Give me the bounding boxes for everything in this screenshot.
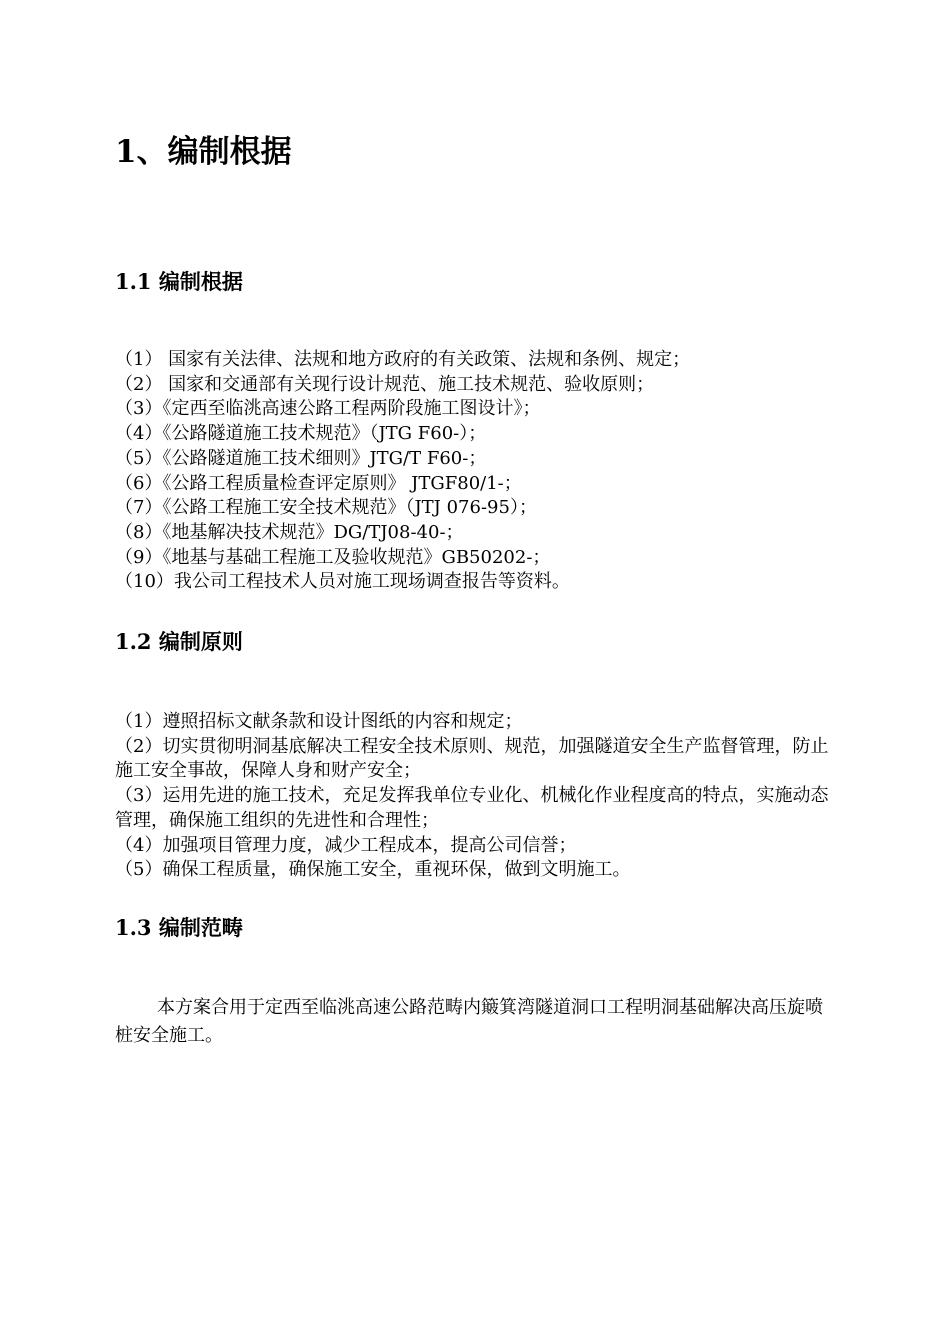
- list-item: （6）《公路工程质量检查评定原则》 JTGF80/1-；: [115, 472, 522, 494]
- list-item: （1）遵照招标文献条款和设计图纸的内容和规定；: [115, 711, 523, 732]
- principles-list: [115, 710, 835, 883]
- list-item: （8）《地基解决技术规范》DG/TJ08-40-；: [115, 521, 464, 543]
- section-heading-principles: 1.2 编制原则: [115, 629, 243, 654]
- basis-list: [115, 348, 835, 595]
- list-item: （2） 国家和交通部有关现行设计规范、施工技术规范、验收原则；: [115, 373, 655, 395]
- scope-paragraph: 本方案合用于定西至临洮高速公路范畴内簸箕湾隧道洞口工程明洞基础解决高压旋喷桩安全施工。: [115, 997, 823, 1046]
- section-heading-scope: 1.3 编制范畴: [115, 915, 243, 940]
- list-item: （5）《公路隧道施工技术细则》JTG/T F60-；: [115, 447, 487, 469]
- chapter-heading: 1、编制根据: [115, 134, 292, 170]
- list-item: （9）《地基与基础工程施工及验收规范》GB50202-；: [115, 546, 551, 568]
- list-item: （4）《公路隧道施工技术规范》（JTG F60-）；: [115, 423, 487, 445]
- list-item: （7）《公路工程施工安全技术规范》（JTJ 076-95）；: [115, 497, 537, 519]
- list-item: （2）切实贯彻明洞基底解决工程安全技术原则、规范，加强隧道安全生产监督管理，防止施工安全事故，保障人身和财产安全；: [115, 735, 829, 782]
- list-item: （5）确保工程质量，确保施工安全，重视环保，做到文明施工。: [115, 859, 631, 881]
- list-item: （3）运用先进的施工技术，充足发挥我单位专业化、机械化作业程度高的特点，实施动态管理，确保施工组织的先进性和合理性；: [115, 785, 829, 831]
- list-item: （10）我公司工程技术人员对施工现场调查报告等资料。: [115, 571, 570, 593]
- section-heading-basis: 1.1 编制根据: [115, 269, 243, 294]
- list-item: （1） 国家有关法律、法规和地方政府的有关政策、法规和条例、规定；: [115, 349, 691, 370]
- list-item: （4）加强项目管理力度，减少工程成本，提高公司信誉；: [115, 834, 577, 856]
- list-item: （3）《定西至临洮高速公路工程两阶段施工图设计》；: [115, 398, 541, 420]
